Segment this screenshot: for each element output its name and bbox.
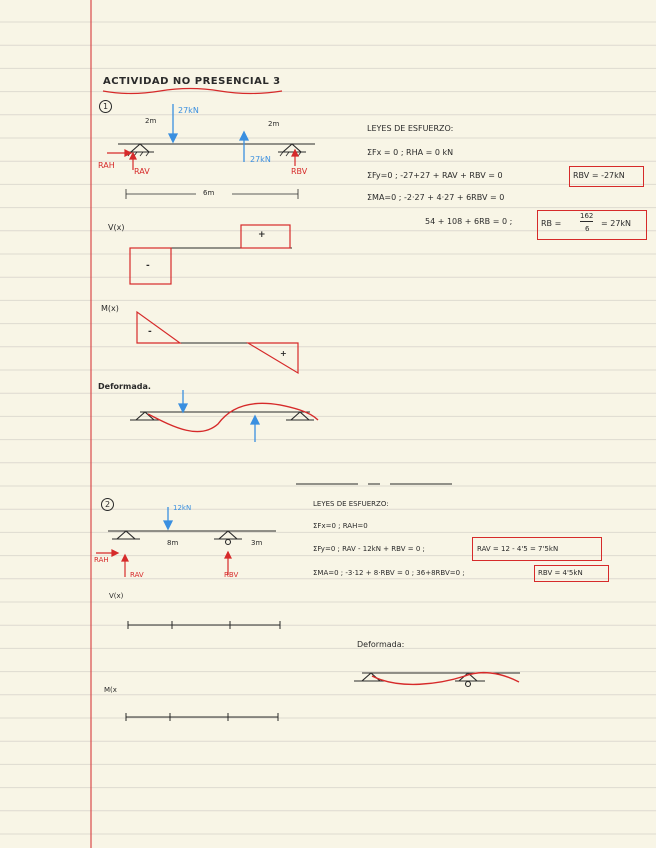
deformation-label-1: Deformada.	[98, 382, 151, 391]
shear-minus: -	[146, 261, 150, 271]
p1-eq4-result-lhs: RB =	[541, 219, 562, 228]
ruled-lines	[0, 22, 656, 834]
p1-eq4: 54 + 108 + 6RB = 0 ;	[425, 217, 513, 226]
load-arrow-up	[240, 132, 248, 162]
p1-eq4-den: 6	[585, 225, 590, 233]
deformation-label-2: Deformada:	[357, 640, 405, 649]
p1-heading: LEYES DE ESFUERZO:	[367, 124, 454, 133]
p2-eq2-result: RAV = 12 - 4'5 = 7'5kN	[477, 545, 559, 553]
problem-2-number: 2	[101, 498, 114, 511]
reaction-ah: RAH	[98, 161, 115, 170]
dim-left: 2m	[145, 117, 157, 125]
reaction-bv: RBV	[291, 167, 308, 176]
problem-1-number: 1	[99, 100, 112, 113]
shear-label-2: V(x)	[109, 592, 124, 600]
p2-eq3-result: RBV = 4'5kN	[538, 569, 583, 577]
p1-eq2: ΣFy=0 ; -27+27 + RAV + RBV = 0	[367, 171, 503, 180]
load-label-2: 12kN	[173, 504, 192, 512]
moment-minus: -	[148, 327, 152, 337]
deformation-1	[130, 403, 318, 431]
dim-right: 2m	[268, 120, 280, 128]
load-arrow-2	[164, 507, 172, 529]
title-underline	[103, 89, 282, 94]
load-arrow-down	[169, 104, 177, 142]
p2-heading: LEYES DE ESFUERZO:	[313, 500, 389, 508]
reactions-2	[96, 550, 231, 577]
dim-right-2: 3m	[251, 539, 263, 547]
p2-eq2: ΣFy=0 ; RAV - 12kN + RBV = 0 ;	[313, 545, 425, 553]
p1-eq2-result: RBV = -27kN	[573, 171, 625, 180]
moment-axis-2	[126, 713, 278, 721]
p1-eq3: ΣMA=0 ; -2·27 + 4·27 + 6RBV = 0	[367, 193, 505, 202]
reaction-av: RAV	[134, 167, 150, 176]
moment-diagram-1	[137, 312, 298, 373]
moment-label-1: M(x)	[101, 304, 119, 313]
page-title: ACTIVIDAD NO PRESENCIAL 3	[103, 76, 281, 87]
p1-eq4-num: 162	[580, 212, 594, 220]
shear-axis-2	[128, 621, 280, 629]
reaction-av-2: RAV	[130, 571, 144, 579]
deformation-2	[354, 673, 520, 687]
reaction-ah-2: RAH	[94, 556, 109, 564]
load-label-top: 27kN	[178, 106, 199, 115]
shear-plus: +	[258, 230, 266, 240]
reaction-bv-2: RBV	[224, 571, 239, 579]
moment-plus: +	[280, 349, 287, 358]
p1-eq1: ΣFx = 0 ; RHA = 0 kN	[367, 148, 454, 157]
dim-left-2: 8m	[167, 539, 179, 547]
span-label: 6m	[203, 189, 215, 197]
shear-label-1: V(x)	[108, 223, 125, 232]
load-label-bottom: 27kN	[250, 155, 271, 164]
p2-eq3: ΣMA=0 ; -3·12 + 8·RBV = 0 ; 36+8RBV=0 ;	[313, 569, 465, 577]
p1-eq4-result-rhs: = 27kN	[601, 219, 632, 228]
p2-eq1: ΣFx=0 ; RAH=0	[313, 522, 368, 530]
moment-label-2: M(x	[104, 686, 117, 694]
